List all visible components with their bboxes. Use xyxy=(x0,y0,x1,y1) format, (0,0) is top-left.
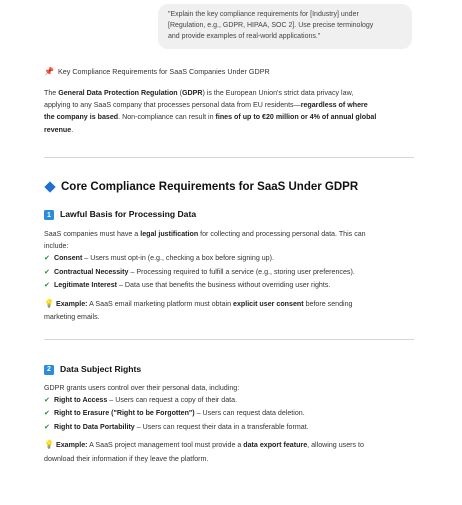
check-icon: ✔ xyxy=(44,409,50,418)
bold-run: data export feature xyxy=(243,441,308,450)
list-item-desc: – Users must opt-in (e.g., checking a box before signing up). xyxy=(82,254,274,263)
bold-run: the company is based xyxy=(44,113,119,122)
text-run: SaaS companies must have a xyxy=(44,230,141,239)
list-item-desc: – Users can request their data in a transferable format. xyxy=(134,422,309,431)
list-item-term: Legitimate Interest xyxy=(53,281,118,290)
text-run: ( xyxy=(177,88,182,97)
core-heading-text: Core Compliance Requirements for SaaS Under GDPR xyxy=(61,180,359,193)
text-run: GDPR grants users control over their personal data, including: xyxy=(44,383,240,392)
bold-run: legal justification xyxy=(140,230,199,239)
bold-run: GDPR xyxy=(181,88,203,97)
text-run: for collecting and processing personal data. This can xyxy=(198,230,366,239)
list-item-term: Right to Access xyxy=(53,395,108,404)
text-run: applying to any SaaS company that processes personal data from EU residents— xyxy=(44,101,301,110)
bold-run: fines of up to €20 million or 4% of annual global xyxy=(215,113,377,122)
lawful-basis-list xyxy=(44,253,414,291)
check-icon: ✔ xyxy=(44,254,50,263)
lawful-intro xyxy=(44,229,414,252)
prompt-line-1: "Explain the key compliance requirements for [Industry] under xyxy=(168,11,359,18)
list-item xyxy=(44,422,414,433)
list-item xyxy=(44,280,414,291)
list-item-term: Right to Erasure ("Right to be Forgotten") xyxy=(53,409,195,418)
divider xyxy=(44,157,414,158)
divider xyxy=(44,339,414,340)
prompt-line-2: [Regulation, e.g., GDPR, HIPAA, SOC 2]. Use precise terminology xyxy=(168,21,374,29)
text-run: before sending xyxy=(303,299,353,308)
intro-heading xyxy=(44,66,414,79)
bold-run: regardless of where xyxy=(300,101,368,110)
rights-example xyxy=(44,438,414,466)
lawful-basis-title: Lawful Basis for Processing Data xyxy=(60,209,197,220)
bold-run: General Data Protection Regulation xyxy=(58,88,178,97)
check-icon: ✔ xyxy=(44,395,50,404)
user-prompt-bubble xyxy=(158,4,412,49)
list-item-desc: – Users can request data deletion. xyxy=(194,409,305,418)
check-icon: ✔ xyxy=(44,422,50,431)
list-item-desc: – Data use that benefits the business without overriding user rights. xyxy=(117,281,331,290)
example-label: Example: xyxy=(55,441,88,450)
bold-run: revenue xyxy=(44,125,72,134)
lawful-basis-heading xyxy=(44,208,414,222)
list-item-term: Contractual Necessity xyxy=(53,267,129,276)
intro-paragraph xyxy=(44,87,414,136)
core-heading xyxy=(44,178,414,197)
text-run: download their information if they leave the platform. xyxy=(44,455,209,464)
data-subject-rights-title: Data Subject Rights xyxy=(60,363,142,374)
list-item xyxy=(44,267,414,278)
list-item xyxy=(44,395,414,406)
text-run: include: xyxy=(44,241,69,250)
list-item xyxy=(44,253,414,264)
lightbulb-icon: 💡 xyxy=(44,440,54,450)
assistant-response xyxy=(44,66,414,466)
list-item-term: Right to Data Portability xyxy=(53,422,135,431)
list-item-desc: – Users can request a copy of their data. xyxy=(107,395,238,404)
example-label: Example: xyxy=(55,299,88,308)
bold-run: explicit user consent xyxy=(233,299,304,308)
intro-heading-text: Key Compliance Requirements for SaaS Companies Under GDPR xyxy=(57,67,270,76)
list-item-term: Consent xyxy=(53,254,83,263)
text-run: . Non-compliance can result in xyxy=(118,113,216,122)
rights-list xyxy=(44,395,414,433)
check-icon: ✔ xyxy=(44,267,50,276)
list-item xyxy=(44,408,414,419)
blue-diamond-icon xyxy=(44,181,55,192)
text-run: ) is the European Union's strict data privacy law, xyxy=(202,88,354,97)
text-run: A SaaS email marketing platform must obtain xyxy=(87,299,234,308)
number-one-icon: 1 xyxy=(44,210,54,220)
pushpin-icon: 📌 xyxy=(44,67,54,76)
data-subject-rights-heading xyxy=(44,363,414,377)
text-run: marketing emails. xyxy=(44,313,100,322)
prompt-line-3: and provide examples of real-world applications." xyxy=(168,32,321,40)
lightbulb-icon: 💡 xyxy=(44,298,54,308)
list-item-desc: – Processing required to fulfill a service (e.g., storing user preferences). xyxy=(128,267,355,276)
text-run: A SaaS project management tool must provide a xyxy=(87,441,244,450)
check-icon: ✔ xyxy=(44,281,50,290)
rights-intro xyxy=(44,383,414,394)
lawful-example xyxy=(44,297,414,325)
text-run: . xyxy=(71,125,74,134)
text-run: , allowing users to xyxy=(307,441,364,450)
text-run: The xyxy=(44,88,59,97)
number-two-icon: 2 xyxy=(44,365,54,375)
